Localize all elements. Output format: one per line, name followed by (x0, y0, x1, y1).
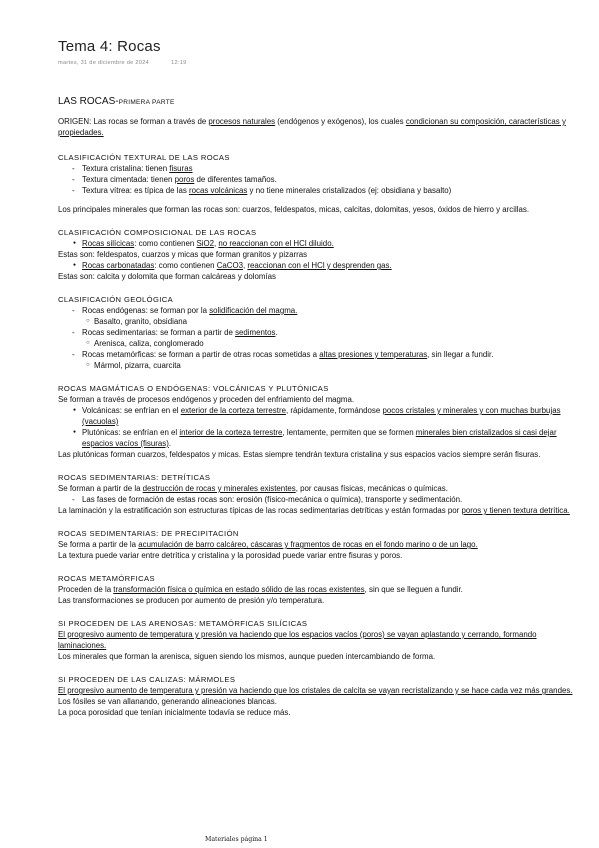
section-geologica: CLASIFICACIÓN GEOLÓGICA (58, 295, 174, 304)
list-item: - Rocas metamórficas: se forman a partir de otras rocas sometidas a altas presiones y temperaturas, sin llegar a fundir. (72, 349, 578, 360)
page-time: 12:19 (171, 60, 187, 66)
section-detriticas: ROCAS SEDIMENTARIAS: DETRÍTICAS (58, 473, 211, 482)
metamorficas-text-2: Las transformaciones se producen por aumento de presión y/o temperatura. (58, 596, 325, 605)
list-item: - Textura cimentada: tienen poros de diferentes tamaños. (72, 174, 578, 185)
list-item: ● Rocas carbonatadas: como contienen CaCO3, reaccionan con el HCl y desprenden gas. (72, 260, 578, 271)
page-date: martes, 31 de diciembre de 2024 (58, 60, 150, 66)
geologica-list (58, 305, 578, 316)
list-item: ● Rocas silícicas: como contienen SiO2, no reaccionan con el HCl diluido. (72, 238, 578, 249)
arenosas-text-1: El progresivo aumento de temperatura y presión va haciendo que los espacios vacíos (poros) se vayan aplastando y cerrando, formando laminaciones. (58, 630, 537, 650)
detriticas-text-1: Se forman a partir de la destrucción de rocas y minerales existentes, por causas físicas, mecánicas o químicas. (58, 484, 448, 493)
precipitacion-text-2: La textura puede variar entre detrítica y cristalina y la porosidad puede variar entre fisuras y poros. (58, 551, 403, 560)
composicional-list-1 (58, 238, 578, 249)
list-item: - Las fases de formación de estas rocas son: erosión (físico-mecánica o química), transporte y sedimentación. (72, 494, 578, 505)
list-item: - Rocas endógenas: se forman por la solidificación del magma. (72, 305, 578, 316)
list-subitem: ○ Mármol, pizarra, cuarcita (86, 360, 578, 371)
list-item: - Textura cristalina: tienen fisuras (72, 163, 578, 174)
section-metamorficas: ROCAS METAMÓRFICAS (58, 574, 155, 583)
magmaticas-list (58, 405, 578, 449)
section-arenosas: SI PROCEDEN DE LAS ARENOSAS: METAMÓRFICAS SILÍCICAS (58, 619, 308, 628)
section-calizas: SI PROCEDEN DE LAS CALIZAS: MÁRMOLES (58, 675, 236, 684)
list-subitem: ○ Arenisca, caliza, conglomerado (86, 338, 578, 349)
section-magmaticas: ROCAS MAGMÁTICAS O ENDÓGENAS: VOLCÁNICAS Y PLUTÓNICAS (58, 384, 329, 393)
calizas-text-2: La poca porosidad que tenían inicialmente todavía se reduce más. (58, 708, 291, 717)
list-item: - Textura vítrea: es típica de las rocas volcánicas y no tiene minerales cristalizados (ej: obsidiana y basalto) (72, 185, 578, 196)
list-item: ● Plutónicas: se enfrían en el interior de la corteza terrestre, lentamente, permiten que se formen minerales bien cristalizados si casi dejar espacios vacíos (fisuras). (72, 427, 578, 449)
precipitacion-text-1: Se forma a partir de la acumulación de barro calcáreo, cáscaras y fragmentos de rocas en el fondo marino o de un lago. (58, 540, 478, 549)
page-footer: Materiales página 1 (205, 836, 268, 843)
detriticas-text-2: La laminación y la estratificación son estructuras típicas de las rocas sedimentarias detríticas y están formadas por poros y tienen textura detrítica. (58, 506, 570, 515)
section-composicional: CLASIFICACIÓN COMPOSICIONAL DE LAS ROCAS (58, 228, 257, 237)
origen-paragraph: ORIGEN: Las rocas se forman a través de procesos naturales (endógenos y exógenos), los cuales condicionan su composición, características y propiedades. (58, 117, 566, 137)
magmaticas-text-1: Se forman a través de procesos endógenos y proceden del enfriamiento del magma. (58, 395, 355, 404)
list-item: ● Volcánicas: se enfrían en el exterior de la corteza terrestre, rápidamente, formándose pocos cristales y minerales y con muchas burbujas (vacuolas) (72, 405, 578, 427)
section-heading-main: LAS ROCAS-PRIMERA PARTE (58, 96, 175, 107)
calizas-text-1: El progresivo aumento de temperatura y presión va haciendo que los cristales de calcita se vayan recristalizando y se hace cada vez más grandes. Los fósiles se van allanando, generando alineaciones blancas. (58, 686, 573, 706)
list-item: - Rocas sedimentarias: se forman a partir de sedimentos. (72, 327, 578, 338)
minerales-paragraph: Los principales minerales que forman las rocas son: cuarzos, feldespatos, micas, calcitas, dolomitas, yesos, óxidos de hierro y arcillas. (58, 205, 530, 214)
textural-list (58, 163, 578, 196)
section-textural: CLASIFICACIÓN TEXTURAL DE LAS ROCAS (58, 153, 230, 162)
list-subitem: ○ Basalto, granito, obsidiana (86, 316, 578, 327)
document-body (58, 96, 578, 718)
magmaticas-text-2: Las plutónicas forman cuarzos, feldespatos y micas. Estas siempre tendrán textura cristalina y sus espacios vacíos siempre serán fisuras. (58, 450, 541, 459)
composicional-text-1: Estas son: feldespatos, cuarzos y micas que forman granitos y pizarras (58, 250, 308, 259)
page-title: Tema 4: Rocas (58, 38, 161, 55)
page-meta (58, 60, 187, 66)
composicional-list-2 (58, 260, 578, 271)
metamorficas-text-1: Proceden de la transformación física o química en estado sólido de las rocas existentes, sin que se lleguen a fundir. (58, 585, 463, 594)
composicional-text-2: Estas son: calcita y dolomita que forman calcáreas y dolomías (58, 272, 276, 281)
section-precipitacion: ROCAS SEDIMENTARIAS: DE PRECIPITACIÓN (58, 529, 239, 538)
arenosas-text-2: Los minerales que forman la arenisca, siguen siendo los mismos, aunque pueden intercambiando de forma. (58, 652, 436, 661)
